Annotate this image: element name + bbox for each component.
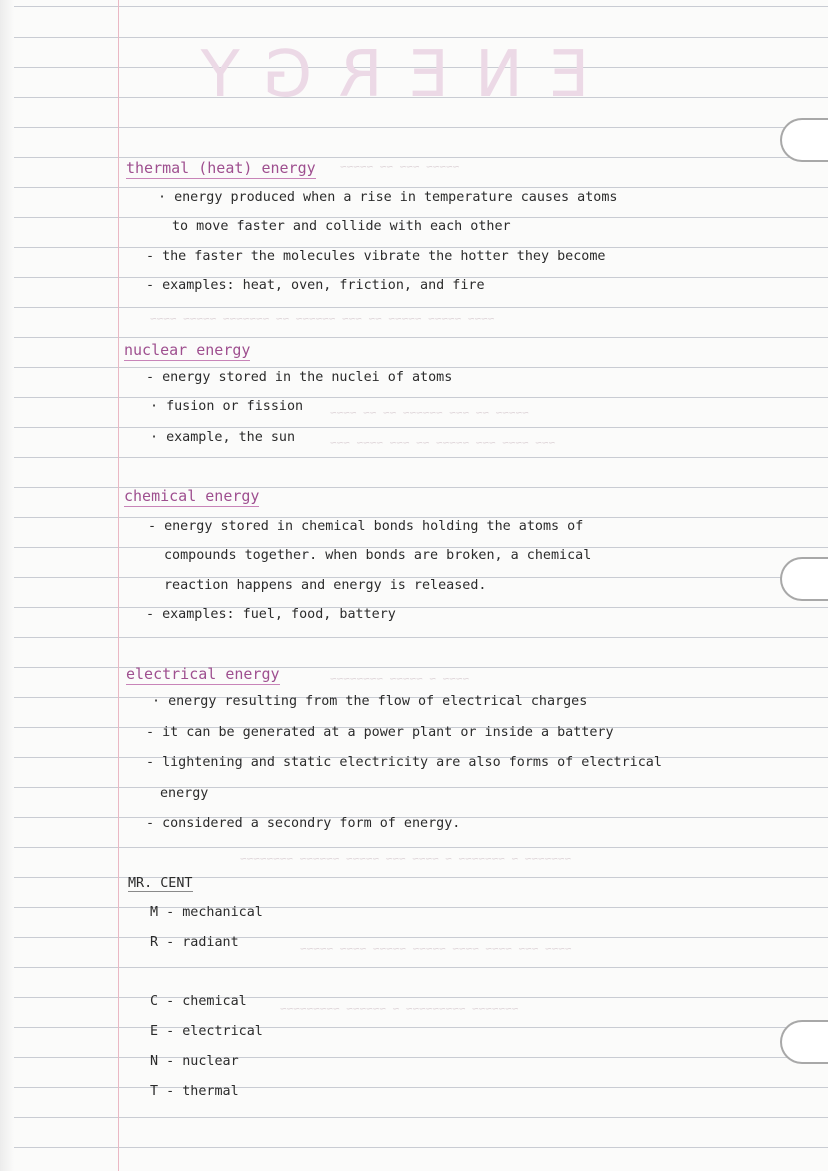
mnemonic-item: R - radiant [150, 935, 239, 950]
mnemonic-heading: MR. CENT [128, 876, 193, 891]
bleed-through-mark: ~~~~ ~~~ ~~~~ ~~~~ ~~~~~ ~~~~~ ~~~~ ~~~~~ [300, 942, 572, 955]
binder-hole-top [780, 118, 828, 162]
nuclear-line: · fusion or fission [150, 399, 303, 414]
electrical-line: energy [160, 786, 209, 801]
page-title: ENERGY [174, 38, 590, 112]
mnemonic-item: C - chemical [150, 994, 247, 1009]
bleed-through-mark: ~~~~~~~ ~ ~~~~~~~ ~ ~~~~ ~~~ ~~~~~ ~~~~~~ ~~~~~~~~ [240, 852, 572, 865]
mnemonic-item: T - thermal [150, 1084, 239, 1099]
thermal-line: - examples: heat, oven, friction, and fire [146, 278, 485, 293]
chemical-line: - energy stored in chemical bonds holding the atoms of [148, 519, 583, 534]
chemical-line: - examples: fuel, food, battery [146, 607, 396, 622]
nuclear-line: - energy stored in the nuclei of atoms [146, 370, 452, 385]
mnemonic-item: M - mechanical [150, 905, 263, 920]
binder-hole-middle [780, 557, 828, 601]
thermal-line: - the faster the molecules vibrate the hotter they become [146, 249, 605, 264]
nuclear-line: · example, the sun [150, 430, 295, 445]
bleed-through-mark: ~~~ ~~~~ ~~~ ~~~~~ ~~ ~~~ ~~~~ ~~~ [330, 436, 556, 449]
chemical-energy-heading: chemical energy [124, 487, 260, 505]
chemical-line: compounds together. when bonds are broken, a chemical [164, 548, 592, 563]
bleed-through-mark: ~~~~ ~~~~~ ~~~~~ ~~ ~~~ ~~~~~~ ~~ ~~~~~~~ ~~~~~ ~~~~ [150, 312, 495, 325]
bleed-through-mark: ~~~~ ~ ~~~~~ ~~~~~~~~ [330, 672, 470, 685]
thermal-energy-heading: thermal (heat) energy [126, 159, 316, 177]
bleed-through-mark: ~~~~~ ~~~ ~~ ~~~~~ [340, 160, 460, 173]
electrical-line: - it can be generated at a power plant or inside a battery [146, 725, 614, 740]
page-left-edge [0, 0, 14, 1171]
mnemonic-item: E - electrical [150, 1024, 263, 1039]
thermal-line: to move faster and collide with each other [172, 219, 511, 234]
chemical-line: reaction happens and energy is released. [164, 578, 487, 593]
thermal-line: · energy produced when a rise in temperature causes atoms [158, 190, 617, 205]
mnemonic-item: N - nuclear [150, 1054, 239, 1069]
bleed-through-mark: ~~~~~ ~~ ~~~ ~~~~~~ ~~ ~~ ~~~~ [330, 406, 529, 419]
nuclear-energy-heading: nuclear energy [124, 341, 251, 359]
bleed-through-mark: ~~~~~~~ ~~~~~~~~~ ~ ~~~~~~ ~~~~~~~~~ [280, 1002, 519, 1015]
electrical-line: - considered a secondry form of energy. [146, 816, 460, 831]
electrical-line: · energy resulting from the flow of electrical charges [152, 694, 587, 709]
binder-hole-bottom [780, 1020, 828, 1064]
electrical-line: - lightening and static electricity are also forms of electrical [146, 755, 662, 770]
margin-line [118, 0, 119, 1171]
electrical-energy-heading: electrical energy [126, 665, 280, 683]
